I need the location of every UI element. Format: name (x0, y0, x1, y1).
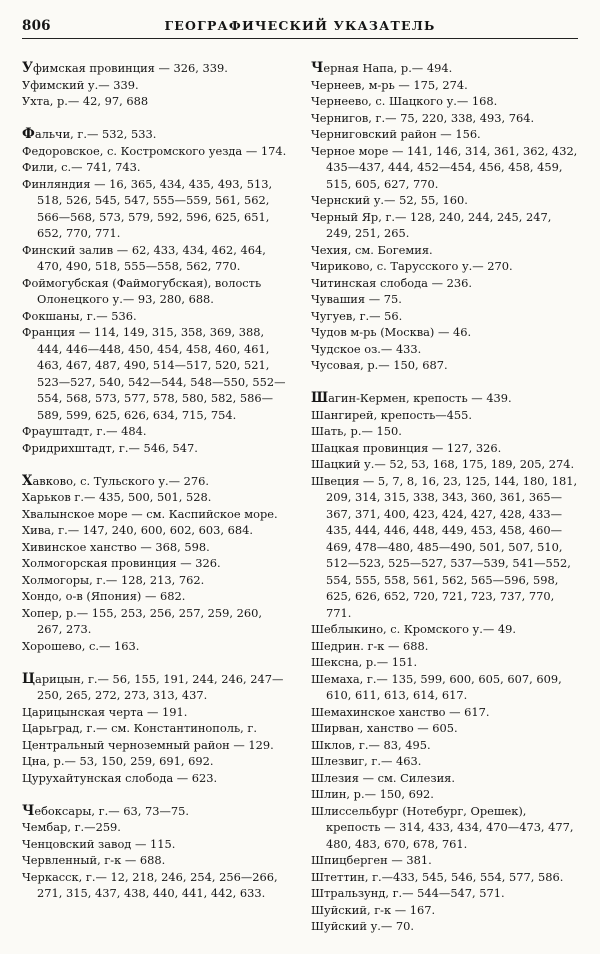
index-entry: Ченцовский завод — 115. (22, 836, 176, 851)
index-entry: Черная Напа, р.— 494. (311, 60, 453, 76)
index-entry: Шуйский у.— 70. (311, 919, 415, 933)
left-column (22, 60, 290, 902)
index-entry: Шать, р.— 150. (311, 424, 402, 438)
index-entry: Фридрихштадт, г.— 546, 547. (22, 440, 198, 455)
index-entry: Федоровское, с. Костромского уезда — 174. (22, 143, 287, 158)
index-entry: Червленный, г-к — 688. (22, 853, 166, 867)
index-entry: Ширван, ханство — 605. (311, 721, 458, 735)
index-entry: Чехия, см. Богемия. (311, 242, 433, 257)
index-entry: Финляндия — 16, 365, 434, 435, 493, 513, 518, 526, 545, 547, 555—559, 561, 562, 566—568, 573, 579, 592, 596, 625, 651, 652, 770, 771. (22, 176, 273, 240)
index-entry: Шексна, р.— 151. (311, 655, 418, 669)
header-rule (22, 38, 578, 39)
index-entry: Цна, р.— 53, 150, 259, 691, 692. (22, 754, 214, 768)
index-entry: Уфимский у.— 339. (22, 77, 139, 92)
index-entry: Фальчи, г.— 532, 533. (22, 126, 157, 142)
section-initial-letter: Ц (22, 670, 36, 687)
index-entry: Шпицберген — 381. (311, 853, 432, 867)
index-entry: Шацкий у.— 52, 53, 168, 175, 189, 205, 274. (311, 457, 575, 471)
index-entry: Ухта, р.— 42, 97, 688 (22, 94, 149, 108)
index-entry: Читинская слобода — 236. (311, 275, 472, 290)
index-entry: Штральзунд, г.— 544—547, 571. (311, 886, 505, 900)
index-entry: Чусовая, р.— 150, 687. (311, 358, 448, 372)
index-entry: Чембар, г.—259. (22, 820, 121, 834)
index-entry: Шемаха, г.— 135, 599, 600, 605, 607, 609, 610, 611, 613, 614, 617. (311, 671, 562, 702)
index-entry: Шагин-Кермен, крепость — 439. (311, 390, 512, 406)
index-entry: Хивинское ханство — 368, 598. (22, 539, 210, 554)
index-entry: Шемахинское ханство — 617. (311, 704, 490, 719)
section-initial-letter: Х (22, 472, 33, 489)
index-entry: Фоймогубская (Файмогубская), волость Олонецкого у.— 93, 280, 688. (22, 275, 262, 306)
index-entry: Фили, с.— 741, 743. (22, 160, 141, 174)
right-column (311, 60, 579, 935)
index-entry: Черный Яр, г.— 128, 240, 244, 245, 247, 249, 251, 265. (311, 209, 552, 240)
index-entry: Чудов м-рь (Москва) — 46. (311, 325, 472, 339)
index-entry: Холмогорская провинция — 326. (22, 556, 221, 570)
index-entry: Холмогоры, г.— 128, 213, 762. (22, 572, 205, 587)
index-entry: Чудское оз.— 433. (311, 341, 422, 356)
index-entry: Хива, г.— 147, 240, 600, 602, 603, 684. (22, 523, 254, 537)
index-entry: Шедрин. г-к — 688. (311, 638, 429, 653)
index-entry: Хопер, р.— 155, 253, 256, 257, 259, 260, 267, 273. (22, 605, 263, 636)
index-entry: Шлиссельбург (Нотебург, Орешек), крепость — 314, 433, 434, 470—473, 477, 480, 483, 670, 678, 761. (311, 803, 574, 851)
index-entry: Чувашия — 75. (311, 292, 402, 306)
index-entry: Чернеев, м-рь — 175, 274. (311, 77, 468, 92)
index-entry: Черниговский район — 156. (311, 127, 481, 141)
section-initial-letter: Ш (311, 390, 329, 406)
index-entry: Чернский у.— 52, 55, 160. (311, 193, 468, 207)
index-entry: Шацкая провинция — 127, 326. (311, 440, 502, 455)
section-initial-letter: У (22, 60, 33, 76)
section-initial-letter: Ф (22, 126, 35, 142)
index-entry: Центральный черноземный район — 129. (22, 737, 274, 752)
index-entry: Шлезия — см. Силезия. (311, 770, 455, 785)
index-entry: Хвалынское море — см. Каспийское море. (22, 506, 278, 521)
index-entry: Фокшаны, г.— 536. (22, 308, 137, 323)
index-entry: Шлезвиг, г.— 463. (311, 754, 422, 768)
section-gap (22, 786, 290, 803)
index-entry: Шклов, г.— 83, 495. (311, 737, 431, 752)
index-entry: Франция — 114, 149, 315, 358, 369, 388, 444, 446—448, 450, 454, 458, 460, 461, 463, 467, 487, 490, 514—517, 520, 521, 523—527, 540, 542—544, 548—550, 552—554, 568, 573, 577, 578, 580, 582, 586—589, 599, 625, 626, 634, 715, 754. (22, 325, 286, 422)
index-entry: Цурухайтунская слобода — 623. (22, 770, 218, 785)
index-entry: Хондо, о-в (Япония) — 682. (22, 589, 186, 603)
index-entry: Чириково, с. Тарусского у.— 270. (311, 259, 513, 273)
section-gap (311, 374, 579, 391)
index-entry: Шеблыкино, с. Кромского у.— 49. (311, 622, 516, 636)
page-number: 806 (22, 18, 51, 34)
index-entry: Царицын, г.— 56, 155, 191, 244, 246, 247—250, 265, 272, 273, 313, 437. (22, 670, 284, 702)
index-entry: Черное море — 141, 146, 314, 361, 362, 432, 435—437, 444, 452—454, 456, 458, 459, 515, 605, 627, 770. (311, 143, 578, 191)
index-entry: Уфимская провинция — 326, 339. (22, 60, 228, 76)
page-header (22, 17, 578, 37)
section-gap (22, 110, 290, 127)
index-entry: Чугуев, г.— 56. (311, 308, 403, 323)
page-title: ГЕОГРАФИЧЕСКИЙ УКАЗАТЕЛЬ (164, 18, 436, 33)
index-entry: Хавково, с. Тульского у.— 276. (22, 472, 210, 489)
index-entry: Шангирей, крепость—455. (311, 407, 473, 422)
index-entry: Финский залив — 62, 433, 434, 462, 464, 470, 490, 518, 555—558, 562, 770. (22, 242, 266, 273)
section-initial-letter: Ч (22, 802, 35, 819)
index-entry: Швеция — 5, 7, 8, 16, 23, 125, 144, 180, 181, 209, 314, 315, 338, 343, 360, 361, 365—367, 371, 400, 423, 424, 427, 428, 433—435, 444, 446, 448, 449, 453, 458, 460—469, 478—480, 485—490, 501, 507, 510, 512—523, 525—527, 537—539, 541—552, 554, 555, 558, 561, 562, 565—596, 598, 625, 626, 652, 720, 721, 723, 737, 770, 771. (311, 473, 578, 620)
index-entry: Штеттин, г.—433, 545, 546, 554, 577, 586. (311, 869, 564, 884)
index-entry: Царицынская черта — 191. (22, 704, 188, 719)
index-entry: Царьград, г.— см. Константинополь, г. (22, 721, 257, 735)
section-gap (22, 456, 290, 473)
index-entry: Чернигов, г.— 75, 220, 338, 493, 764. (311, 110, 535, 125)
index-entry: Черкасск, г.— 12, 218, 246, 254, 256—266, 271, 315, 437, 438, 440, 441, 442, 633. (22, 869, 278, 900)
index-entry: Шлин, р.— 150, 692. (311, 787, 434, 801)
index-entry: Шуйский, г-к — 167. (311, 902, 436, 917)
index-entry: Чебоксары, г.— 63, 73—75. (22, 802, 190, 819)
index-entry: Харьков г.— 435, 500, 501, 528. (22, 490, 212, 504)
section-initial-letter: Ч (311, 60, 324, 76)
index-entry: Фрауштадт, г.— 484. (22, 424, 147, 438)
index-entry: Хорошево, с.— 163. (22, 638, 140, 653)
section-gap (22, 654, 290, 671)
index-entry: Чернеево, с. Шацкого у.— 168. (311, 94, 498, 108)
